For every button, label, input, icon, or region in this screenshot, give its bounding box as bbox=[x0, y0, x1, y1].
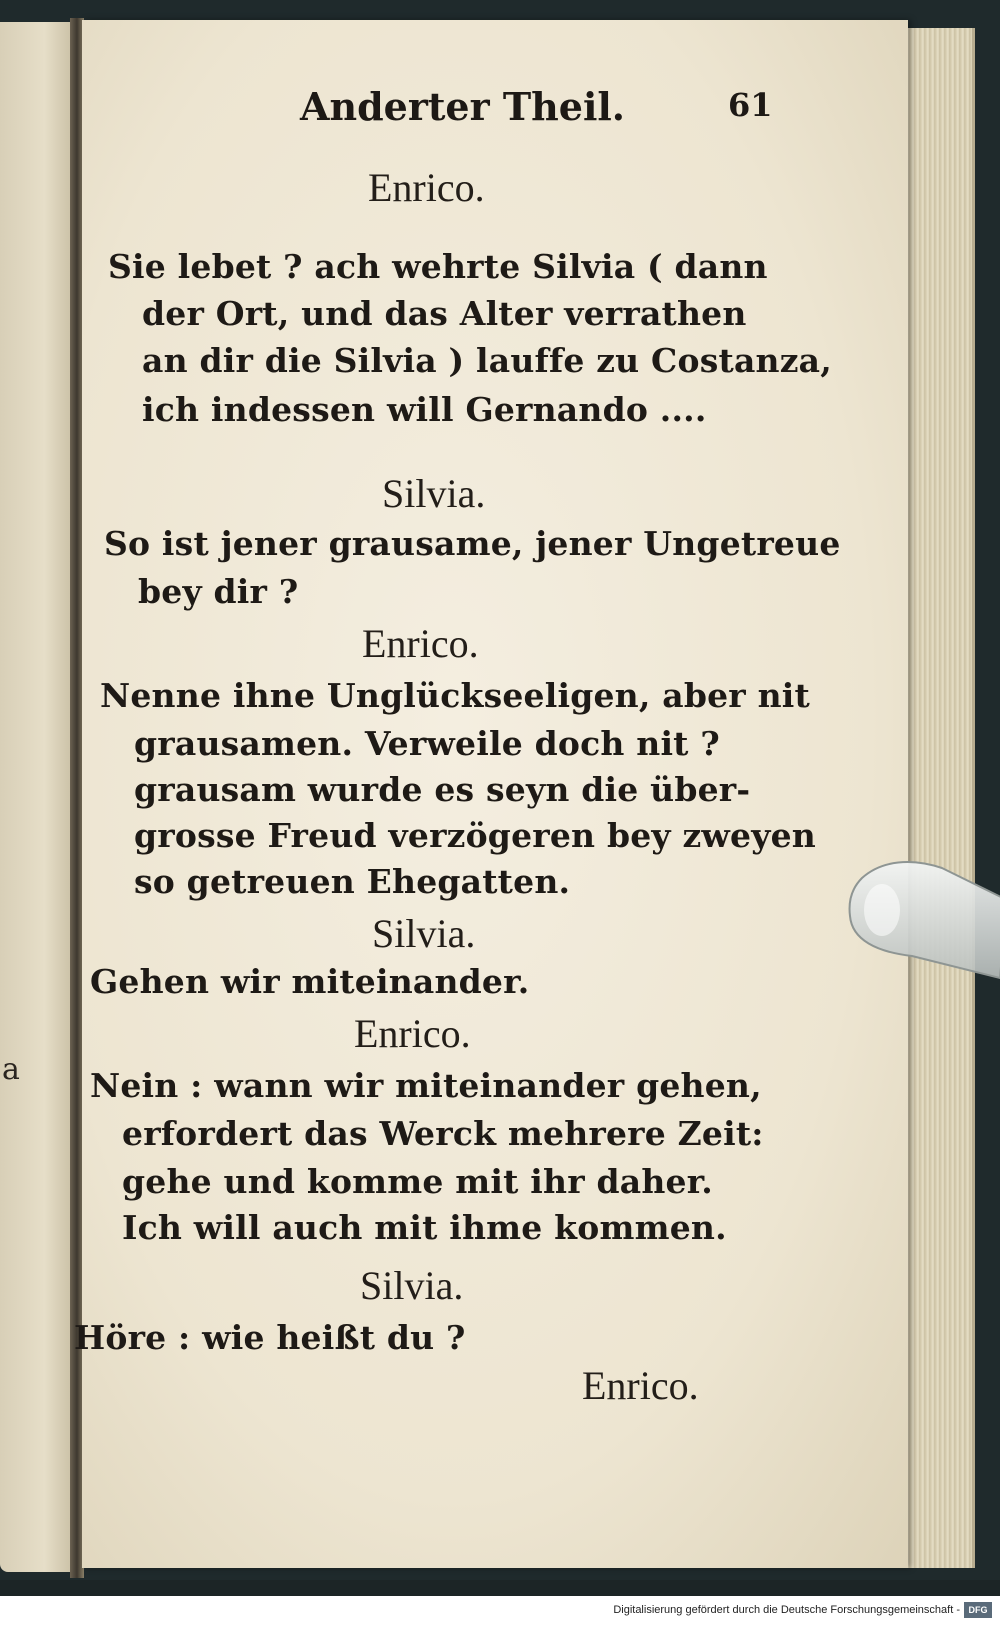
dfg-logo-icon: DFG bbox=[964, 1602, 992, 1618]
text-line: grausamen. Verweile doch nit ? bbox=[134, 724, 720, 763]
text-line: ich indessen will Gernando .... bbox=[142, 390, 707, 429]
text-line: So ist jener grausame, jener Ungetreue bbox=[104, 524, 841, 563]
speaker-name: Enrico. bbox=[354, 1011, 471, 1056]
catchword: Enrico. bbox=[582, 1363, 699, 1408]
speaker-name: Silvia. bbox=[382, 471, 486, 516]
speaker-name: Enrico. bbox=[368, 165, 485, 210]
text-line: an dir die Silvia ) lauffe zu Costanza, bbox=[142, 341, 832, 380]
left-page-text-fragment: a bbox=[2, 1052, 20, 1087]
text-line: so getreuen Ehegatten. bbox=[134, 862, 571, 901]
text-line: Gehen wir miteinander. bbox=[90, 962, 530, 1001]
text-line: grausam wurde es seyn die über- bbox=[134, 770, 751, 809]
text-line: der Ort, und das Alter verrathen bbox=[142, 294, 747, 333]
running-title: Anderter Theil. bbox=[300, 84, 626, 129]
text-line: grosse Freud verzögeren bey zweyen bbox=[134, 816, 816, 855]
page-number: 61 bbox=[728, 86, 773, 124]
text-line: bey dir ? bbox=[138, 572, 299, 611]
speaker-name: Silvia. bbox=[372, 911, 476, 956]
speaker-name: Silvia. bbox=[360, 1263, 464, 1308]
text-line: gehe und komme mit ihr daher. bbox=[122, 1162, 713, 1201]
text-line: Sie lebet ? ach wehrte Silvia ( dann bbox=[108, 247, 768, 286]
scan-border bbox=[0, 1580, 1000, 1596]
text-line: erfordert das Werck mehrere Zeit: bbox=[122, 1114, 764, 1153]
glass-weight-clip bbox=[842, 860, 1000, 980]
text-line: Höre : wie heißt du ? bbox=[74, 1318, 466, 1357]
footer-bar bbox=[0, 1596, 1000, 1628]
text-line: Nenne ihne Unglückseeligen, aber nit bbox=[100, 676, 810, 715]
text-line: Ich will auch mit ihme kommen. bbox=[122, 1208, 727, 1247]
funding-credit: Digitalisierung gefördert durch die Deutsche Forschungsgemeinschaft - bbox=[613, 1604, 960, 1616]
speaker-name: Enrico. bbox=[362, 621, 479, 666]
text-line: Nein : wann wir miteinander gehen, bbox=[90, 1066, 762, 1105]
